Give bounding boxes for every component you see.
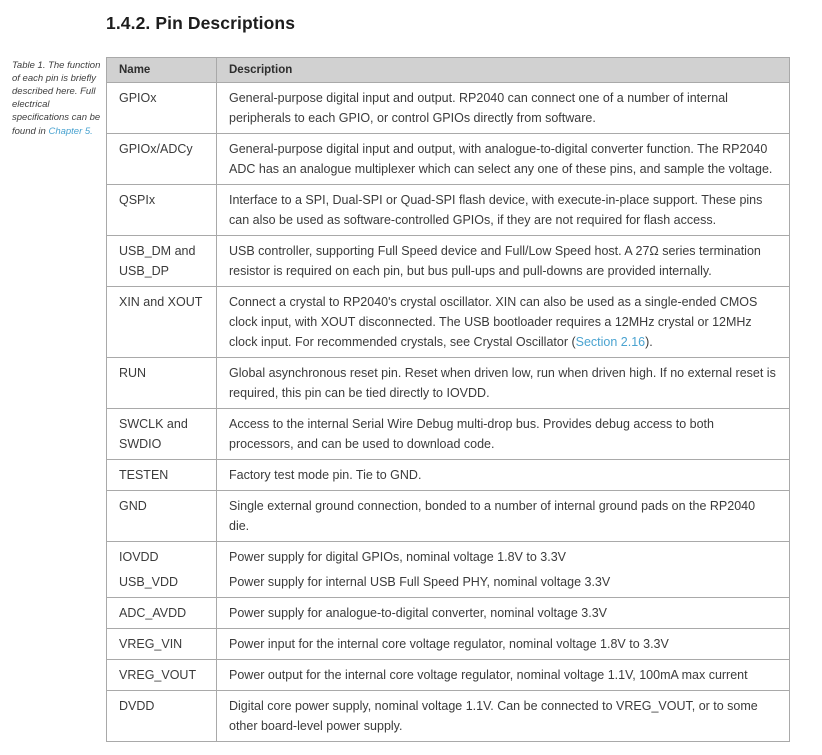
pin-name: VREG_VIN <box>119 637 183 651</box>
table-row <box>107 236 790 287</box>
pin-name: USB_DM and USB_DP <box>119 244 196 278</box>
pin-name-cell <box>107 629 217 660</box>
pin-name: USB_VDD <box>119 575 179 589</box>
pin-name-cell <box>107 83 217 134</box>
pin-description: Access to the internal Serial Wire Debug multi-drop bus. Provides debug access to both processors, and can be used to download code. <box>229 417 714 451</box>
pin-description-cell <box>217 287 790 358</box>
table-row <box>107 491 790 542</box>
pin-description: Power supply for digital GPIOs, nominal voltage 1.8V to 3.3V <box>229 550 566 564</box>
pin-name-cell <box>107 491 217 542</box>
pin-name-cell <box>107 287 217 358</box>
pin-description: Global asynchronous reset pin. Reset when driven low, run when driven high. If no external reset is required, this pin can be tied directly to IOVDD. <box>229 366 776 400</box>
pin-description: Factory test mode pin. Tie to GND. <box>229 468 422 482</box>
cross-reference-link[interactable]: Section 2.16 <box>575 335 646 349</box>
pin-description-cell <box>217 460 790 491</box>
pin-description-cell <box>217 134 790 185</box>
document-content <box>106 0 790 742</box>
pin-description: General-purpose digital input and output. RP2040 can connect one of a number of internal peripherals to each GPIO, or control GPIOs directly from software. <box>229 91 728 125</box>
pin-description-cell <box>217 83 790 134</box>
table-row <box>107 598 790 629</box>
pin-name: TESTEN <box>119 468 169 482</box>
table-row <box>107 691 790 742</box>
table-header-row <box>107 58 790 83</box>
table-body <box>107 83 790 742</box>
pin-description: Digital core power supply, nominal voltage 1.1V. Can be connected to VREG_VOUT, or to some other board-level power supply. <box>229 699 758 733</box>
table-row <box>107 358 790 409</box>
pin-name-cell <box>107 660 217 691</box>
column-header-name: Name <box>107 58 217 83</box>
pin-description: Interface to a SPI, Dual-SPI or Quad-SPI flash device, with execute-in-place support. These pins can also be used as software-controlled GPIOs, if they are not required for flash access. <box>229 193 763 227</box>
pin-name: SWCLK and SWDIO <box>119 417 188 451</box>
pin-description-cell <box>217 598 790 629</box>
pin-name-cell <box>107 358 217 409</box>
pin-description-cell <box>217 491 790 542</box>
pin-name-cell <box>107 691 217 742</box>
pin-name: IOVDD <box>119 550 159 564</box>
pin-description-cell <box>217 409 790 460</box>
column-header-description: Description <box>217 58 790 83</box>
cross-reference-link[interactable]: Chapter 5. <box>48 125 93 137</box>
pin-name-cell <box>107 185 217 236</box>
table-row <box>107 629 790 660</box>
pin-description-cell <box>217 185 790 236</box>
table-row <box>107 134 790 185</box>
pin-description-cell <box>217 629 790 660</box>
pin-description: Power input for the internal core voltage regulator, nominal voltage 1.8V to 3.3V <box>229 637 669 651</box>
pin-description: Power supply for internal USB Full Speed PHY, nominal voltage 3.3V <box>229 575 611 589</box>
pin-name: QSPIx <box>119 193 156 207</box>
table-row <box>107 542 790 598</box>
table-caption: Table 1. The function of each pin is briefly described here. Full electrical specifications can be found in Chapter 5. <box>12 60 101 137</box>
pin-description: Power supply for analogue-to-digital converter, nominal voltage 3.3V <box>229 606 607 620</box>
pin-description: General-purpose digital input and output, with analogue-to-digital converter function. The RP2040 ADC has an analogue multiplexer which can select any one of these pins, and sample the voltage. <box>229 142 773 176</box>
section-title: 1.4.2. Pin Descriptions <box>106 13 296 33</box>
pin-name: DVDD <box>119 699 155 713</box>
table-row <box>107 185 790 236</box>
table-row <box>107 460 790 491</box>
pin-name-cell <box>107 542 217 598</box>
pin-description-cell <box>217 542 790 598</box>
pin-name: VREG_VOUT <box>119 668 197 682</box>
pin-description-cell <box>217 691 790 742</box>
pin-name: RUN <box>119 366 147 380</box>
pin-name-cell <box>107 236 217 287</box>
pin-name-cell <box>107 460 217 491</box>
pin-description: Single external ground connection, bonded to a number of internal ground pads on the RP2040 die. <box>229 499 756 533</box>
pin-name: GPIOx/ADCy <box>119 142 193 156</box>
pin-description-cell <box>217 660 790 691</box>
pin-name-cell <box>107 409 217 460</box>
table-row <box>107 83 790 134</box>
pin-name: GPIOx <box>119 91 157 105</box>
pin-name-cell <box>107 134 217 185</box>
pin-description: Connect a crystal to RP2040's crystal oscillator. XIN can also be used as a single-ended CMOS clock input, with XOUT disconnected. The USB bootloader requires a 12MHz crystal or 12MHz clock input. For recommended crystals, see Crystal Oscillator (Section 2.16). <box>229 295 758 349</box>
pin-name: ADC_AVDD <box>119 606 187 620</box>
pin-descriptions-table <box>106 57 790 742</box>
pin-description: Power output for the internal core voltage regulator, nominal voltage 1.1V, 100mA max current <box>229 668 748 682</box>
pin-name: XIN and XOUT <box>119 295 203 309</box>
table-row <box>107 287 790 358</box>
pin-name: GND <box>119 499 147 513</box>
table-row <box>107 660 790 691</box>
pin-description-cell <box>217 236 790 287</box>
pin-description-cell <box>217 358 790 409</box>
pin-name-cell <box>107 598 217 629</box>
table-row <box>107 409 790 460</box>
pin-description: USB controller, supporting Full Speed device and Full/Low Speed host. A 27Ω series termination resistor is required on each pin, but bus pull-ups and pull-downs are provided internally. <box>229 244 761 278</box>
